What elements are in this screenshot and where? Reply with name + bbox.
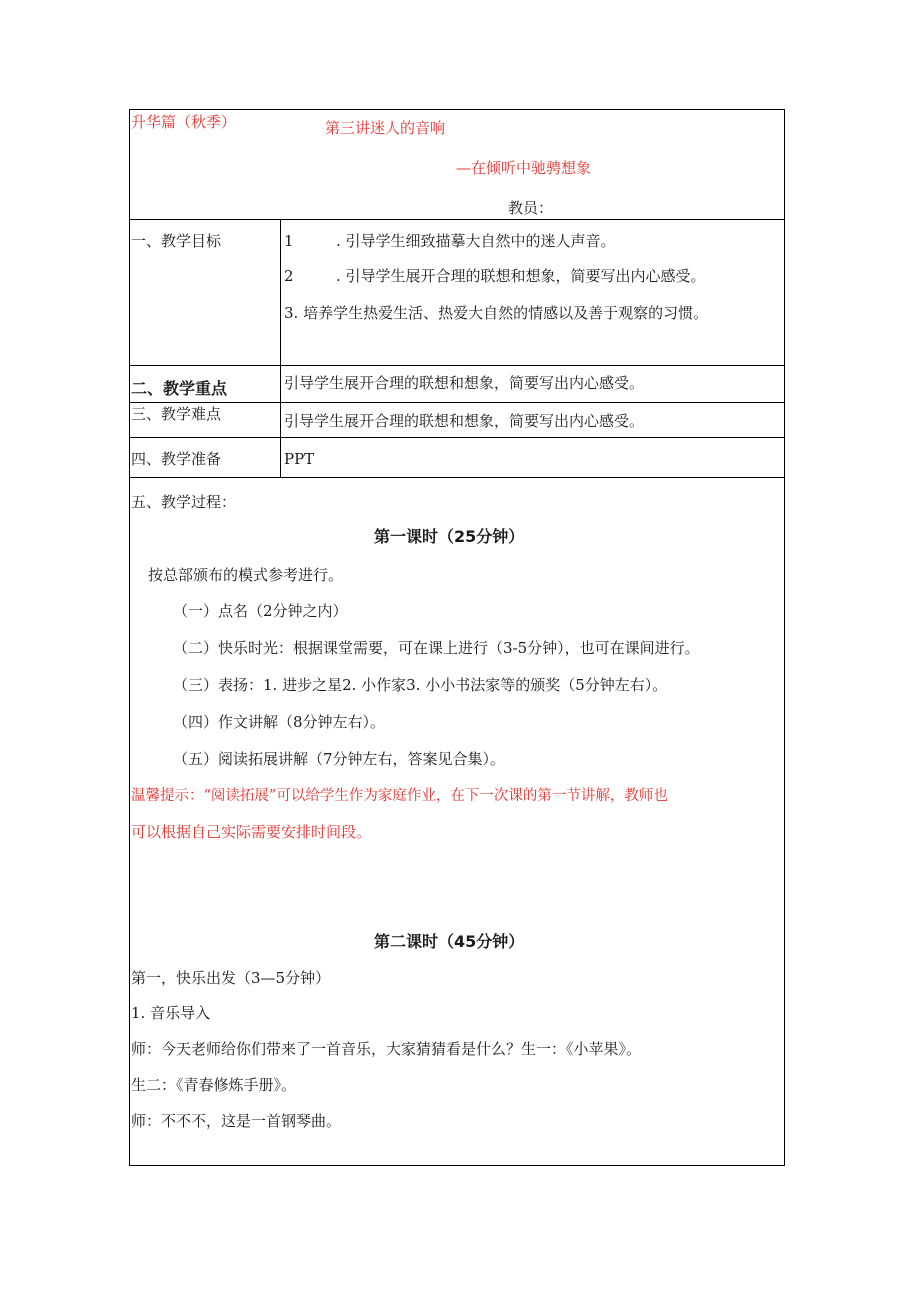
goal-text: 3. 培养学生热爱生活、热爱大自然的情感以及善于观察的习惯。	[284, 304, 709, 322]
difficulties-label: 三、教学难点	[131, 405, 222, 423]
lesson1-intro: 按总部颁布的模式参考进行。	[148, 566, 344, 584]
lesson1-step: （二）快乐时光：根据课堂需要，可在课上进行（3-5分钟），也可在课间进行。	[173, 639, 700, 657]
goal-number: 2	[284, 267, 294, 285]
tip-text: 可以根据自己实际需要安排时间段。	[131, 823, 372, 841]
row-divider	[129, 219, 785, 220]
goals-label: 一、教学目标	[131, 232, 222, 250]
key-points-label: 二、教学重点	[131, 379, 228, 398]
lesson2-line: 师：今天老师给你们带来了一首音乐，大家猜猜看是什么？生一：《小苹果》。	[131, 1040, 642, 1058]
lesson2-line: 师：不不不，这是一首钢琴曲。	[131, 1112, 342, 1130]
goal-item	[284, 303, 708, 323]
goal-item	[284, 266, 706, 286]
goal-text: . 引导学生展开合理的联想和想象，简要写出内心感受。	[336, 267, 706, 285]
column-divider	[280, 219, 281, 477]
key-points-value: 引导学生展开合理的联想和想象，简要写出内心感受。	[284, 374, 645, 392]
process-label: 五、教学过程：	[131, 493, 237, 511]
lesson1-step: （一）点名（2分钟之内）	[173, 602, 348, 620]
preparation-label: 四、教学准备	[131, 450, 222, 468]
page-title: 第三讲迷人的音响	[325, 119, 446, 137]
tip-text: 温馨提示：“阅读拓展”可以给学生作为家庭作业，在下一次课的第一节讲解，教师也	[131, 788, 668, 804]
row-divider	[129, 437, 785, 438]
row-divider	[129, 477, 785, 478]
lesson1-step: （五）阅读拓展讲解（7分钟左右，答案见合集）。	[173, 750, 506, 768]
page-subtitle: —在倾听中驰骋想象	[456, 159, 592, 177]
series-label: 升华篇（秋季）	[131, 113, 237, 131]
row-divider	[129, 402, 785, 403]
lesson2-line: 生二：《青春修炼手册》。	[131, 1076, 297, 1094]
goal-item	[284, 231, 616, 251]
lesson2-line: 第一，快乐出发（3—5分钟）	[131, 969, 331, 987]
difficulties-value: 引导学生展开合理的联想和想象，简要写出内心感受。	[284, 412, 645, 430]
lesson2-heading: 第二课时（45分钟）	[374, 932, 525, 951]
goal-text: . 引导学生细致描摹大自然中的迷人声音。	[336, 232, 616, 250]
lesson1-heading: 第一课时（25分钟）	[374, 527, 525, 546]
goal-number: 1	[284, 232, 294, 250]
lesson2-line: 1. 音乐导入	[131, 1004, 211, 1022]
lesson1-step: （三）表扬：1. 进步之星2. 小作家3. 小小书法家等的颁奖（5分钟左右）。	[173, 676, 668, 694]
preparation-value: PPT	[284, 450, 315, 468]
lesson1-step: （四）作文讲解（8分钟左右）。	[173, 713, 386, 731]
teacher-label: 教员：	[508, 199, 554, 217]
row-divider	[129, 365, 785, 366]
